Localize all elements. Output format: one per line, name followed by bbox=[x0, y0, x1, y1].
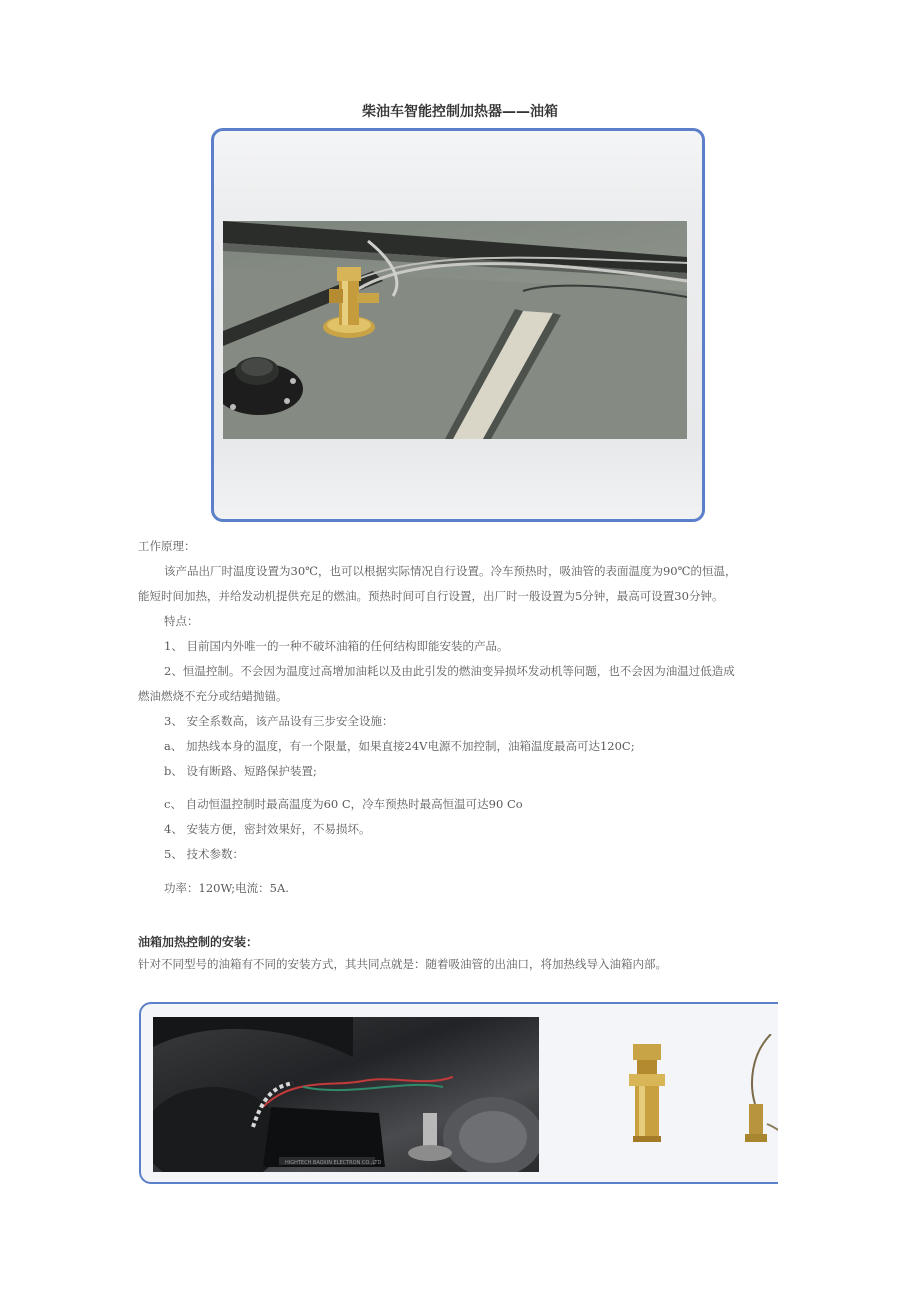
feature-2-line-2: 燃油燃烧不充分或结蜡抛锚。 bbox=[138, 689, 288, 703]
principle-line-1: 该产品出厂时温度设置为30℃，也可以根据实际情况自行设置。冷车预热时，吸油管的表面温度为90℃的恒温， bbox=[164, 564, 737, 578]
feature-3c: c、 自动恒温控制时最高温度为60 C，冷车预热时最高恒温可达90 Co bbox=[164, 797, 523, 811]
feature-5: 5、 技术参数： bbox=[164, 847, 244, 861]
install-heading: 油箱加热控制的安装： bbox=[138, 935, 259, 949]
feature-3: 3、 安全系数高，该产品设有三步安全设施： bbox=[164, 714, 394, 728]
photo-crop-mask bbox=[778, 990, 920, 1200]
controller-label: HIGHTECH BAOXIN ELECTRON CO.,LTD bbox=[285, 1160, 382, 1166]
installation-photo bbox=[139, 1002, 799, 1184]
page-title: 柴油车智能控制加热器——油箱 bbox=[362, 104, 558, 120]
principle-line-2: 能短时间加热，并给发动机提供充足的燃油。预热时间可自行设置，出厂时一般设置为5分钟，最高可设置30分钟。 bbox=[138, 589, 724, 603]
fuel-tank-scene bbox=[223, 221, 687, 439]
feature-2-line-1: 2、恒温控制。不会因为温度过高增加油耗以及由此引发的燃油变异损坏发动机等问题，也不会因为油温过低造成 bbox=[164, 664, 735, 678]
specs: 功率：120W;电流：5A. bbox=[164, 881, 289, 895]
fuel-tank-photo bbox=[211, 128, 705, 522]
feature-3b: b、 设有断路、短路保护装置; bbox=[164, 764, 317, 778]
feature-4: 4、 安装方便，密封效果好，不易损坏。 bbox=[164, 822, 371, 836]
install-text: 针对不同型号的油箱有不同的安装方式，其共同点就是：随着吸油管的出油口，将加热线导入油箱内部。 bbox=[138, 957, 667, 971]
principle-label: 工作原理： bbox=[138, 539, 196, 553]
brass-fitting-image bbox=[627, 1044, 667, 1144]
feature-3a: a、 加热线本身的温度，有一个限量，如果直接24V电源不加控制，油箱温度最高可达120C; bbox=[164, 739, 635, 753]
features-label: 特点： bbox=[164, 614, 199, 628]
engine-bay-scene bbox=[153, 1017, 539, 1172]
feature-1: 1、 目前国内外唯一的一种不破坏油箱的任何结构即能安装的产品。 bbox=[164, 639, 509, 653]
